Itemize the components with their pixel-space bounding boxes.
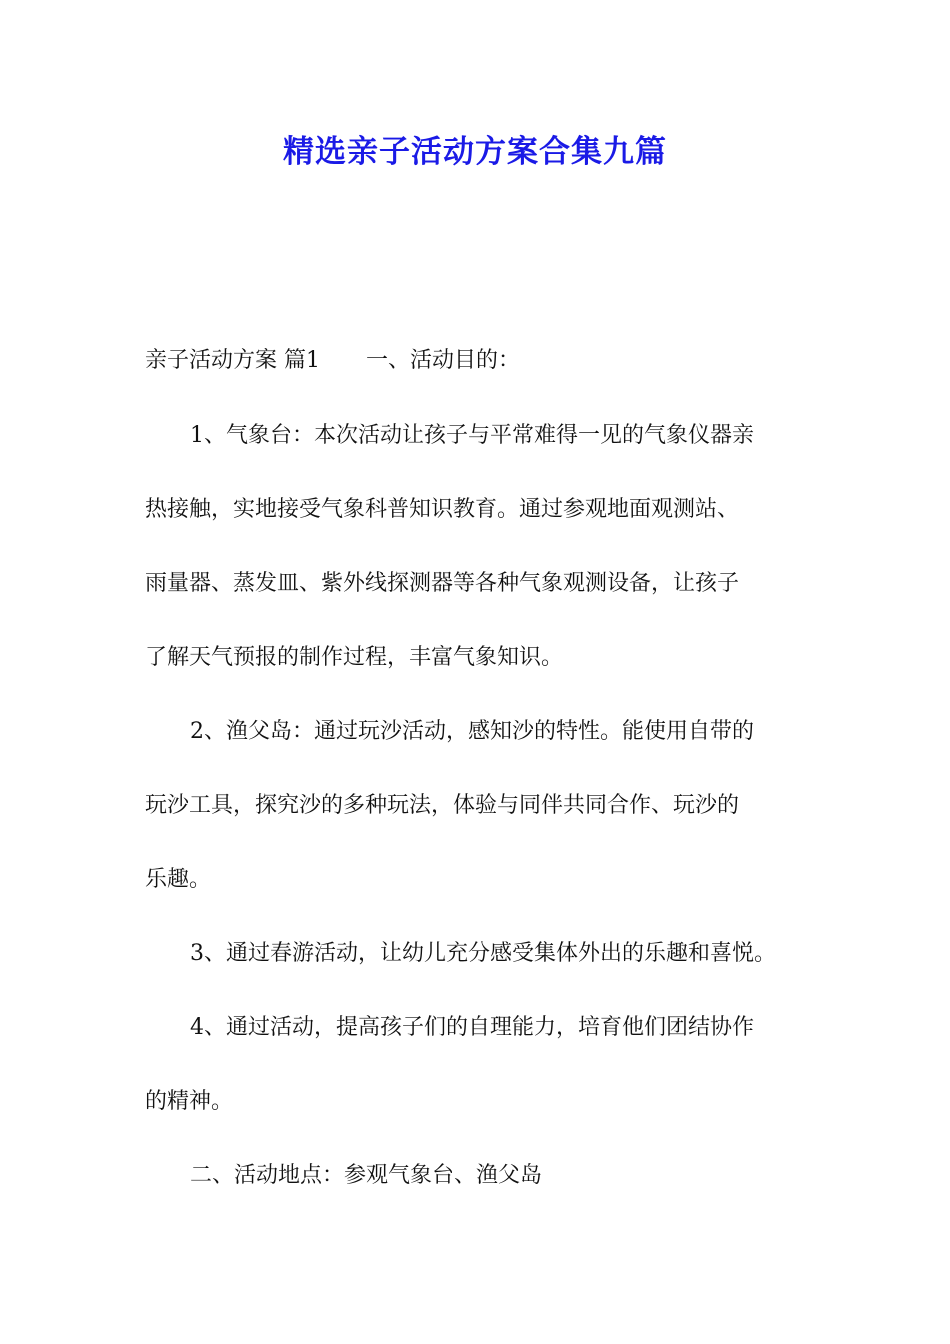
paragraph-line: 热接触，实地接受气象科普知识教育。通过参观地面观测站、 (145, 497, 740, 522)
section-heading-line (145, 344, 825, 378)
paragraph-line: 雨量器、蒸发皿、紫外线探测器等各种气象观测设备，让孩子 (145, 571, 740, 596)
section-heading: 亲子活动方案 篇1 (145, 348, 320, 373)
section-1-heading: 一、活动目的： (366, 348, 521, 373)
paragraph-line: 了解天气预报的制作过程，丰富气象知识。 (145, 645, 564, 670)
paragraph-line: 乐趣。 (145, 867, 212, 892)
paragraph-line: 3、通过春游活动，让幼儿充分感受集体外出的乐趣和喜悦。 (190, 941, 776, 966)
paragraph-line: 1、气象台：本次活动让孩子与平常难得一见的气象仪器亲 (190, 423, 754, 448)
paragraph-line: 二、活动地点：参观气象台、渔父岛 (190, 1163, 543, 1188)
paragraph-line: 4、通过活动，提高孩子们的自理能力，培育他们团结协作 (190, 1015, 754, 1040)
document-title: 精选亲子活动方案合集九篇 (283, 134, 667, 170)
paragraph-line: 的精神。 (145, 1089, 234, 1114)
paragraph-line: 玩沙工具，探究沙的多种玩法，体验与同伴共同合作、玩沙的 (145, 793, 740, 818)
paragraph-line: 2、渔父岛：通过玩沙活动，感知沙的特性。能使用自带的 (190, 719, 754, 744)
